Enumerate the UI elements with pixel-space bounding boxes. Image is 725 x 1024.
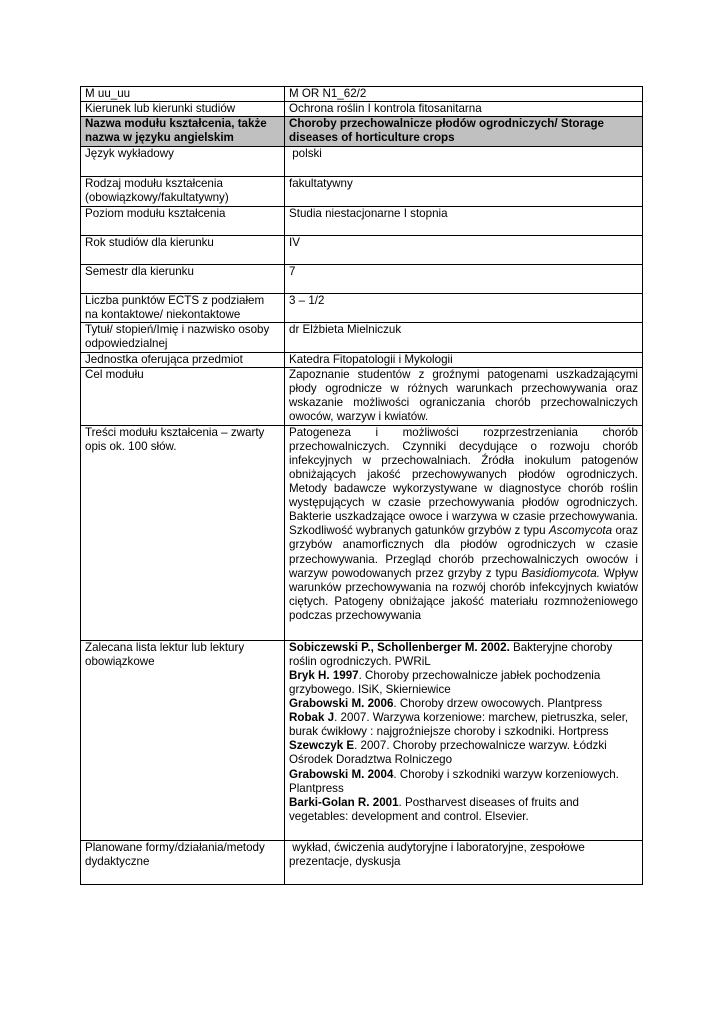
reading-author: Sobiczewski P., Schollenberger M. 2002. [289,640,510,654]
content-text-1: Patogeneza i możliwości rozprzestrzeniania chorób przechowalniczych. Czynniki decydujące o rozwoju chorób infekcyjnych w przechowalniach. Źródła inokulum patogenów obniżających jakość przechowywanych płodów ogrodniczych. Metody badawcze wykorzystywane w diagnostyce chorób roślin występujących w czasie przechowywania płodów ogrodniczych. Bakterie uszkadzające owoce i warzywa w czasie przechowywania. Szkodliwość wybranych gatunków grzybów z typu [289,425,638,538]
row-offering-unit [81,352,643,367]
reading-details: . 2007. Choroby przechowalnicze warzyw. Łódzki Ośrodek Doradztwa Rolniczego [289,739,607,767]
label-module-content: Treści modułu kształcenia – zwarty opis ok. 100 słów. [81,425,285,640]
label-teaching-methods: Planowane formy/działania/metody dydaktyczne [81,840,285,884]
value-teaching-methods: wykład, ćwiczenia audytoryjne i laboratoryjne, zespołowe prezentacje, dyskusja [285,840,643,884]
value-ects: 3 – 1/2 [285,294,643,323]
reading-author: Barki-Golan R. 2001 [289,795,399,809]
reading-author: Grabowski M. 2006 [289,697,394,711]
row-module-level [81,207,643,236]
content-text-3: Wpływ warunków przechowywania na rozwój chorób infekcyjnych kwiatów ciętych. Patogeny obniżające jakość materiału rozmnożeniowego podczas przechowywania [289,566,638,622]
row-teaching-methods [81,840,643,884]
reading-item [289,739,638,767]
value-responsible-person: dr Elżbieta Mielniczuk [285,323,643,352]
label-offering-unit: Jednostka oferująca przedmiot [81,352,285,367]
content-italic-ascomycota: Ascomycota [548,524,613,538]
reading-item [289,697,638,711]
row-field-of-study [81,102,643,117]
row-responsible-person [81,323,643,352]
row-module-content [81,425,643,640]
content-text-2: oraz grzybów anamorficznych dla płodów ogrodniczych w czasie przechowywania. Przegląd chorób przechowalniczych owoców i warzyw powodowanych przez grzyby z typu [289,524,638,580]
label-ects: Liczba punktów ECTS z podziałem na kontaktowe/ niekontaktowe [81,294,285,323]
label-reading-list: Zalecana lista lektur lub lektury obowiązkowe [81,640,285,840]
reading-item [289,641,638,669]
reading-author: Szewczyk E [289,739,355,753]
row-semester [81,265,643,294]
reading-author: Bryk H. 1997 [289,668,359,682]
value-field-of-study: Ochrona roślin I kontrola fitosanitarna [285,102,643,117]
value-reading-list [285,640,643,840]
label-study-year: Rok studiów dla kierunku [81,236,285,265]
reading-details: Bakteryjne choroby roślin ogrodniczych. PWRiL [289,640,613,668]
reading-details: . 2007. Warzywa korzeniowe: marchew, pietruszka, seler, burak ćwikłowy : najgroźniejsze choroby i szkodniki. Hortpress [289,711,629,739]
value-module-code: M OR N1_62/2 [285,87,643,102]
label-semester: Semestr dla kierunku [81,265,285,294]
label-field-of-study: Kierunek lub kierunki studiów [81,102,285,117]
content-italic-basidiomycota: Basidiomycota. [521,566,600,580]
label-module-goal: Cel modułu [81,367,285,425]
reading-item [289,796,638,824]
reading-details: . Choroby i szkodniki warzyw korzeniowych. Plantpress [289,767,619,795]
value-offering-unit: Katedra Fitopatologii i Mykologii [285,352,643,367]
reading-author: Robak J [289,711,335,725]
row-module-code [81,87,643,102]
value-module-content [285,425,643,640]
label-responsible-person: Tytuł/ stopień/Imię i nazwisko osoby odpowiedzialnej [81,323,285,352]
reading-item [289,768,638,796]
reading-item [289,711,638,739]
value-study-year: IV [285,236,643,265]
value-semester: 7 [285,265,643,294]
label-module-name: Nazwa modułu kształcenia, także nazwa w języku angielskim [81,117,285,147]
reading-author: Grabowski M. 2004 [289,767,394,781]
row-module-name [81,117,643,147]
row-ects [81,294,643,323]
value-module-level: Studia niestacjonarne I stopnia [285,207,643,236]
value-module-goal: Zapoznanie studentów z groźnymi patogenami uszkadzającymi płody ogrodnicze w różnych warunkach przechowywania oraz wskazanie możliwości ograniczania chorób przechowalniczych owoców, warzyw i kwiatów. [285,367,643,425]
reading-details: . Choroby przechowalnicze jabłek pochodzenia grzybowego. ISiK, Skierniewice [289,668,601,696]
row-reading-list [81,640,643,840]
row-module-type [81,177,643,207]
reading-item [289,669,638,697]
row-module-goal [81,367,643,425]
value-module-type: fakultatywny [285,177,643,207]
reading-details: . Choroby drzew owocowych. Plantpress [393,697,603,711]
value-language: polski [285,147,643,177]
label-module-type: Rodzaj modułu kształcenia (obowiązkowy/fakultatywny) [81,177,285,207]
label-language: Język wykładowy [81,147,285,177]
row-language [81,147,643,177]
reading-details: . Postharvest diseases of fruits and vegetables: development and control. Elsevier. [289,795,579,823]
module-syllabus-table [80,86,643,885]
row-study-year [81,236,643,265]
label-module-code: M uu_uu [81,87,285,102]
label-module-level: Poziom modułu kształcenia [81,207,285,236]
value-module-name: Choroby przechowalnicze płodów ogrodniczych/ Storage diseases of horticulture crops [285,117,643,147]
